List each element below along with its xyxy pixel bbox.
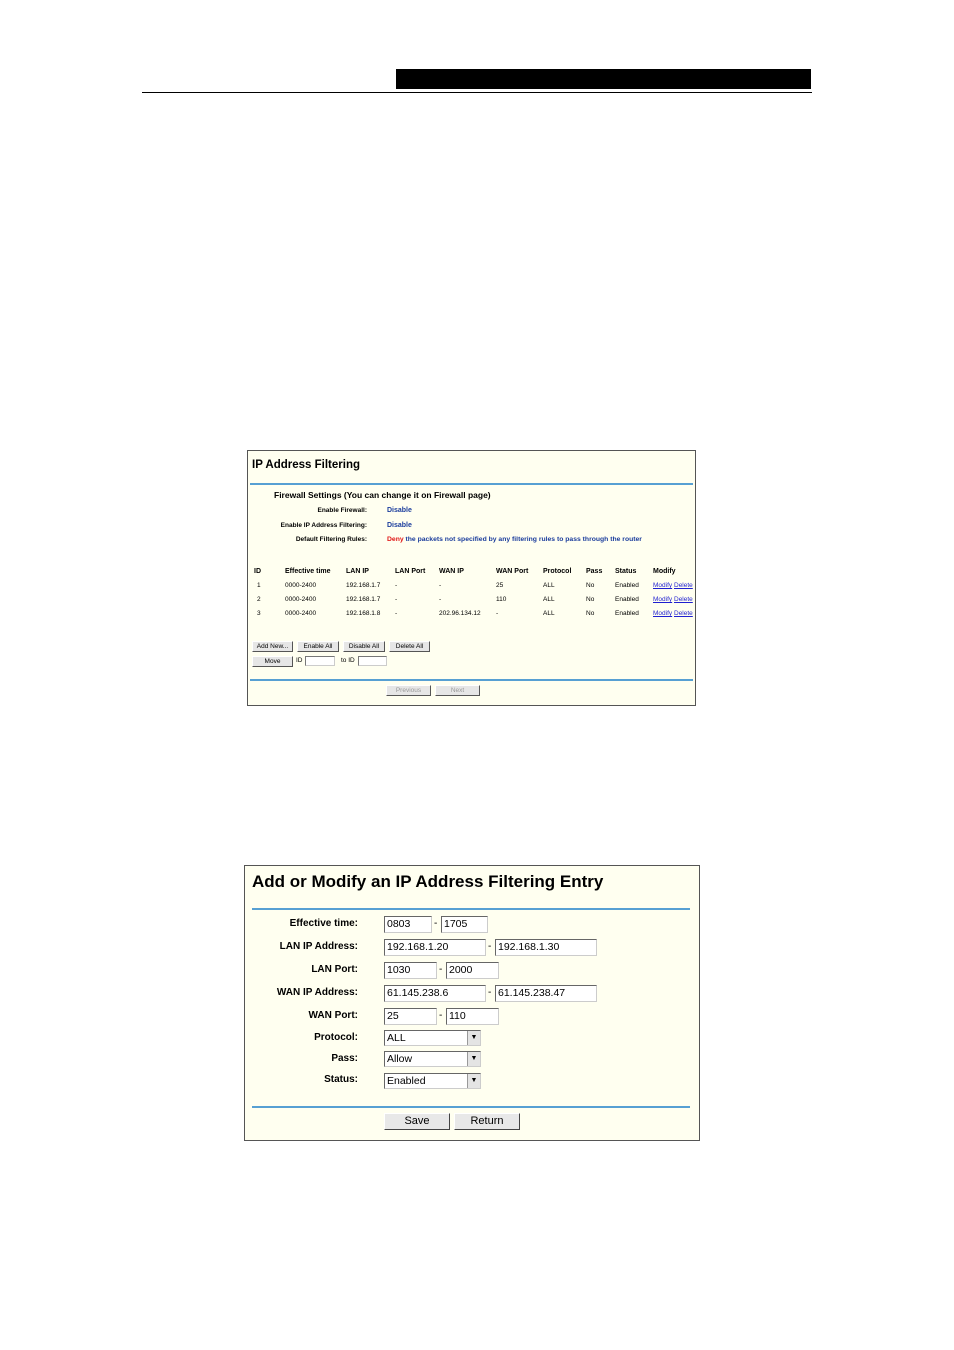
cell-wan-port: 110: [496, 596, 507, 603]
cell-time: 0000-2400: [285, 582, 317, 589]
col-effective-time: Effective time: [285, 568, 331, 575]
cell-wan-ip: -: [439, 596, 442, 603]
move-id-label: ID: [296, 657, 303, 664]
cell-status: Enabled: [615, 582, 639, 589]
default-rules-text: the packets not specified by any filtering rules to pass through the router: [403, 536, 642, 543]
pass-label: Pass:: [331, 1053, 358, 1064]
enable-firewall-label: Enable Firewall:: [317, 507, 367, 514]
move-to-id-label: to ID: [341, 657, 355, 664]
cell-time: 0000-2400: [285, 596, 317, 603]
effective-time-label: Effective time:: [289, 918, 358, 929]
cell-lan-port: -: [395, 610, 398, 617]
status-value: Enabled: [387, 1075, 426, 1087]
delete-link[interactable]: Delete: [674, 610, 693, 617]
enable-ip-filtering-value: Disable: [387, 522, 412, 529]
ip-address-filtering-panel: [247, 450, 696, 706]
status-select[interactable]: [384, 1073, 481, 1089]
col-status: Status: [615, 568, 637, 575]
chevron-down-icon[interactable]: ▼: [467, 1031, 480, 1045]
modify-link[interactable]: Modify: [653, 596, 673, 603]
lan-ip-end-input[interactable]: 192.168.1.30: [495, 939, 597, 956]
protocol-select[interactable]: [384, 1030, 481, 1046]
lan-port-end-input[interactable]: 2000: [446, 962, 499, 979]
header-rule: [142, 92, 812, 93]
return-button[interactable]: Return: [454, 1113, 520, 1130]
cell-protocol: ALL: [543, 610, 555, 617]
range-separator: -: [488, 987, 492, 998]
lan-ip-start-input[interactable]: 192.168.1.20: [384, 939, 486, 956]
delete-link[interactable]: Delete: [674, 596, 693, 603]
cell-protocol: ALL: [543, 582, 555, 589]
range-separator: -: [439, 964, 443, 975]
cell-lan-ip: 192.168.1.8: [346, 610, 381, 617]
header-bar: [396, 69, 811, 89]
wan-ip-start-input[interactable]: 61.145.238.6: [384, 985, 486, 1002]
cell-lan-port: -: [395, 582, 398, 589]
default-rules-value: [387, 536, 642, 543]
move-to-id-input[interactable]: [358, 656, 387, 666]
wan-port-label: WAN Port:: [308, 1010, 358, 1021]
chevron-down-icon[interactable]: ▼: [467, 1052, 480, 1066]
default-rules-label: Default Filtering Rules:: [295, 536, 367, 543]
add-new-button[interactable]: Add New...: [252, 641, 293, 652]
cell-status: Enabled: [615, 596, 639, 603]
move-button[interactable]: Move: [252, 656, 293, 667]
protocol-value: ALL: [387, 1032, 406, 1044]
cell-pass: No: [586, 596, 595, 603]
pass-select[interactable]: [384, 1051, 481, 1067]
modify-link[interactable]: Modify: [653, 582, 673, 589]
effective-time-start-input[interactable]: 0803: [384, 916, 432, 933]
cell-wan-ip: 202.96.134.12: [439, 610, 481, 617]
add-modify-entry-panel: [244, 865, 700, 1141]
range-separator: -: [434, 918, 438, 929]
cell-lan-ip: 192.168.1.7: [346, 596, 381, 603]
range-separator: -: [439, 1010, 443, 1021]
cell-wan-port: -: [496, 610, 499, 617]
delete-link[interactable]: Delete: [674, 582, 693, 589]
cell-id: 3: [257, 610, 261, 617]
col-lan-port: LAN Port: [395, 568, 426, 575]
col-modify: Modify: [653, 568, 676, 575]
col-id: ID: [254, 568, 261, 575]
divider: [252, 1106, 690, 1108]
previous-button[interactable]: Previous: [386, 685, 431, 696]
divider: [250, 483, 693, 485]
col-pass: Pass: [586, 568, 603, 575]
cell-id: 1: [257, 582, 261, 589]
panel-title: IP Address Filtering: [252, 459, 360, 471]
wan-ip-label: WAN IP Address:: [276, 987, 358, 998]
protocol-label: Protocol:: [314, 1032, 358, 1043]
deny-text: Deny: [387, 536, 404, 543]
lan-port-start-input[interactable]: 1030: [384, 962, 437, 979]
cell-time: 0000-2400: [285, 610, 317, 617]
wan-port-start-input[interactable]: 25: [384, 1008, 437, 1025]
divider: [252, 908, 690, 910]
divider: [250, 679, 693, 681]
status-label: Status:: [324, 1074, 358, 1085]
save-button[interactable]: Save: [384, 1113, 450, 1130]
lan-ip-label: LAN IP Address:: [279, 941, 358, 952]
cell-pass: No: [586, 610, 595, 617]
cell-wan-ip: -: [439, 582, 442, 589]
pass-value: Allow: [387, 1053, 413, 1065]
lan-port-label: LAN Port:: [311, 964, 358, 975]
cell-lan-port: -: [395, 596, 398, 603]
cell-status: Enabled: [615, 610, 639, 617]
firewall-settings-heading: Firewall Settings (You can change it on Firewall page): [274, 490, 491, 500]
effective-time-end-input[interactable]: 1705: [441, 916, 488, 933]
delete-all-button[interactable]: Delete All: [389, 641, 430, 652]
cell-id: 2: [257, 596, 261, 603]
disable-all-button[interactable]: Disable All: [343, 641, 385, 652]
cell-wan-port: 25: [496, 582, 504, 589]
cell-lan-ip: 192.168.1.7: [346, 582, 381, 589]
cell-pass: No: [586, 582, 595, 589]
wan-port-end-input[interactable]: 110: [446, 1008, 499, 1025]
move-from-id-input[interactable]: [305, 656, 335, 666]
range-separator: -: [488, 941, 492, 952]
enable-firewall-value: Disable: [387, 507, 412, 514]
wan-ip-end-input[interactable]: 61.145.238.47: [495, 985, 597, 1002]
col-wan-ip: WAN IP: [439, 568, 464, 575]
enable-all-button[interactable]: Enable All: [297, 641, 339, 652]
panel-title: Add or Modify an IP Address Filtering Entry: [252, 872, 604, 891]
enable-ip-filtering-label: Enable IP Address Filtering:: [280, 522, 367, 529]
next-button[interactable]: Next: [435, 685, 480, 696]
col-wan-port: WAN Port: [496, 568, 529, 575]
chevron-down-icon[interactable]: ▼: [467, 1074, 480, 1088]
cell-protocol: ALL: [543, 596, 555, 603]
col-protocol: Protocol: [543, 568, 572, 575]
col-lan-ip: LAN IP: [346, 568, 369, 575]
modify-link[interactable]: Modify: [653, 610, 673, 617]
